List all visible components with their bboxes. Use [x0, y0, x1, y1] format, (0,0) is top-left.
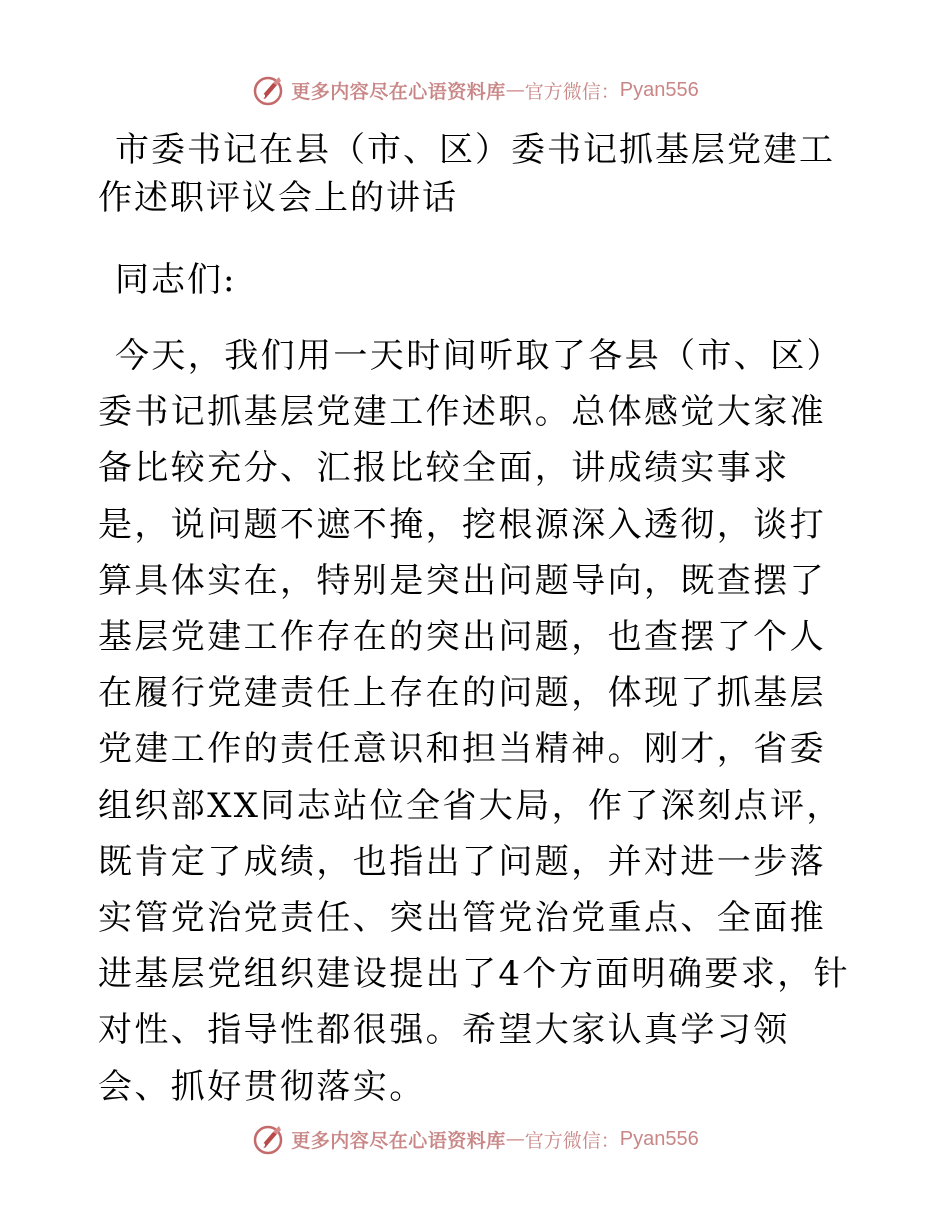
watermark-site-text: 更多内容尽在心语资料库	[291, 1129, 506, 1152]
watermark-separator: —	[505, 79, 525, 101]
greeting: 同志们:	[115, 260, 237, 300]
header-watermark	[0, 70, 950, 110]
pen-logo-icon	[251, 1122, 285, 1156]
watermark-separator: —	[505, 1128, 525, 1150]
body-paragraph: 今天，我们用一天时间听取了各县（市、区）委书记抓基层党建工作述职。总体感觉大家准备比较充分、汇报比较全面，讲成绩实事求是，说问题不遮不掩，挖根源深入透彻，谈打算具体实在，特别是突出问题导向，既查摆了基层党建工作存在的突出问题，也查摆了个人在履行党建责任上存在的问题，体现了抓基层党建工作的责任意识和担当精神。刚才，省委组织部XX同志站位全省大局，作了深刻点评，既肯定了成绩，也指出了问题，并对进一步落实管党治党责任、突出管党治党重点、全面推进基层党组织建设提出了4个方面明确要求，针对性、指导性都很强。希望大家认真学习领会、抓好贯彻落实。	[98, 336, 851, 1107]
document-title: 市委书记在县（市、区）委书记抓基层党建工作述职评议会上的讲话	[98, 130, 835, 218]
watermark-site-text: 更多内容尽在心语资料库	[291, 80, 506, 103]
watermark-label: 官方微信：	[524, 80, 620, 103]
footer-watermark	[0, 1119, 950, 1159]
pen-logo-icon	[251, 73, 285, 107]
watermark-account: Pyan556	[619, 78, 699, 101]
watermark-label: 官方微信：	[524, 1129, 620, 1152]
watermark-account: Pyan556	[619, 1127, 699, 1150]
